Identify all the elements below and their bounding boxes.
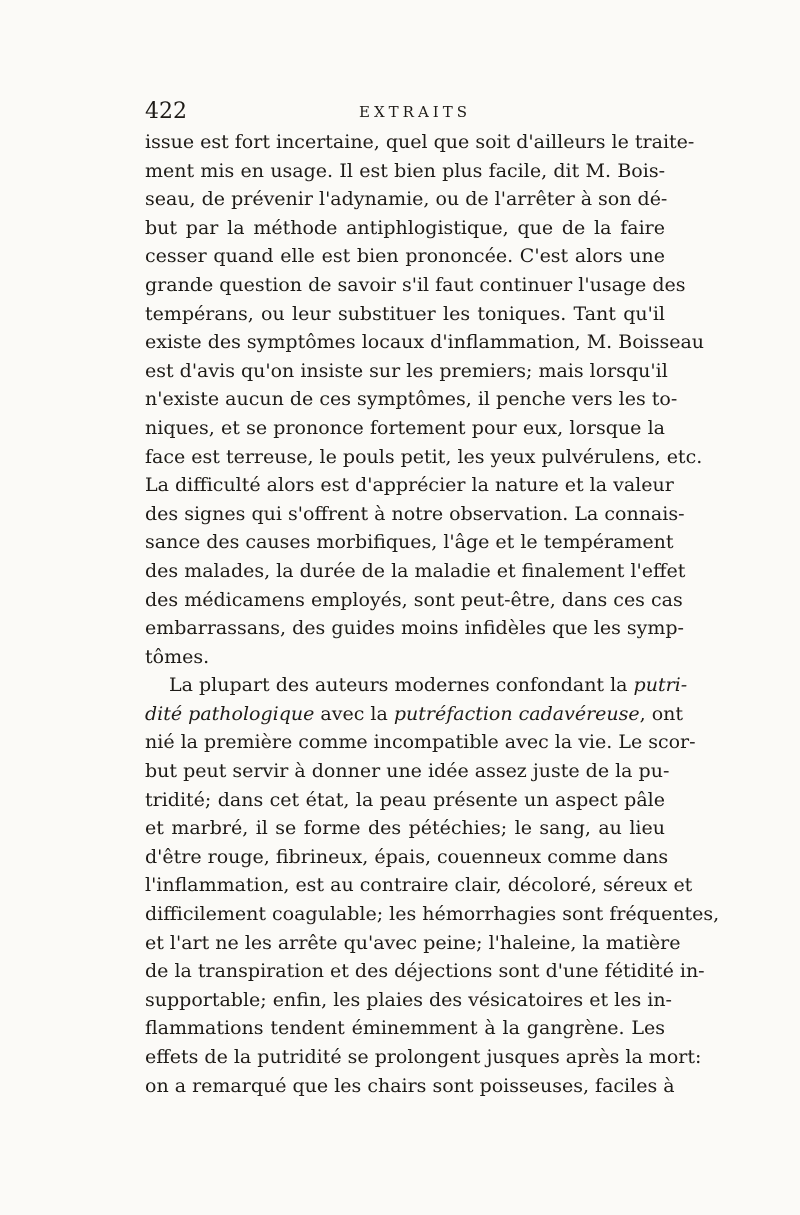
text-line: des signes qui s'offrent à notre observation. La connais- — [145, 502, 685, 525]
text-line: et l'art ne les arrête qu'avec peine; l'haleine, la matière — [145, 931, 681, 954]
text-run: La plupart des auteurs modernes confondant la — [169, 674, 634, 697]
text-line: but par la méthode antiphlogistique, que de la faire — [145, 216, 665, 239]
running-head — [145, 100, 685, 124]
text-line: des malades, la durée de la maladie et finalement l'effet — [145, 559, 686, 582]
page-number: 422 — [145, 99, 187, 124]
italic-term: dité pathologique — [145, 702, 315, 725]
text-run: avec la — [314, 702, 394, 725]
text-line: nié la première comme incompatible avec la vie. Le scor- — [145, 731, 696, 754]
text-line: tridité; dans cet état, la peau présente un aspect pâle — [145, 788, 665, 811]
running-title: EXTRAITS — [359, 103, 471, 121]
text-line: on a remarqué que les chairs sont poisseuses, faciles à — [145, 1074, 675, 1097]
text-line-last: tômes. — [145, 645, 210, 668]
text-line: de la transpiration et des déjections sont d'une fétidité in- — [145, 960, 705, 983]
text-line: seau, de prévenir l'adynamie, ou de l'arrêter à son dé- — [145, 188, 668, 211]
italic-term: putri- — [633, 674, 688, 697]
text-line: d'être rouge, fibrineux, épais, couenneux comme dans — [145, 845, 669, 868]
text-line: ment mis en usage. Il est bien plus facile, dit M. Bois- — [145, 159, 665, 182]
text-line: et marbré, il se forme des pétéchies; le sang, au lieu — [145, 817, 665, 840]
text-line: n'existe aucun de ces symptômes, il penche vers les to- — [145, 388, 678, 411]
text-line: face est terreuse, le pouls petit, les yeux pulvérulens, etc. — [145, 445, 703, 468]
body-text — [145, 128, 720, 1100]
text-line: est d'avis qu'on insiste sur les premiers; mais lorsqu'il — [145, 359, 668, 382]
text-line — [145, 700, 684, 729]
text-line: embarrassans, des guides moins infidèles que les symp- — [145, 617, 684, 640]
paragraph-2 — [145, 671, 720, 1100]
text-line: existe des symptômes locaux d'inflammation, M. Boisseau — [145, 331, 705, 354]
text-line: sance des causes morbifiques, l'âge et le tempérament — [145, 531, 674, 554]
text-line: l'inflammation, est au contraire clair, décoloré, séreux et — [145, 874, 693, 897]
text-line: La difficulté alors est d'apprécier la nature et la valeur — [145, 474, 674, 497]
text-line: supportable; enfin, les plaies des vésicatoires et les in- — [145, 988, 672, 1011]
text-run: , ont — [639, 702, 684, 725]
text-line: tempérans, ou leur substituer les toniques. Tant qu'il — [145, 302, 665, 325]
text-line: grande question de savoir s'il faut continuer l'usage des — [145, 273, 686, 296]
text-line: effets de la putridité se prolongent jusques après la mort: — [145, 1046, 702, 1068]
text-line: difficilement coagulable; les hémorrhagies sont fréquentes, — [145, 903, 720, 926]
text-line-first — [145, 671, 688, 700]
text-line: issue est fort incertaine, quel que soit d'ailleurs le traite- — [145, 131, 695, 153]
paragraph-1 — [145, 128, 705, 671]
text-line: cesser quand elle est bien prononcée. C'est alors une — [145, 245, 665, 268]
text-line: niques, et se prononce fortement pour eux, lorsque la — [145, 416, 665, 439]
text-line: but peut servir à donner une idée assez juste de la pu- — [145, 760, 670, 783]
italic-term: putréfaction cadavéreuse — [393, 702, 640, 725]
text-line: des médicamens employés, sont peut-être, dans ces cas — [145, 588, 683, 611]
text-line: flammations tendent éminemment à la gangrène. Les — [145, 1017, 665, 1040]
